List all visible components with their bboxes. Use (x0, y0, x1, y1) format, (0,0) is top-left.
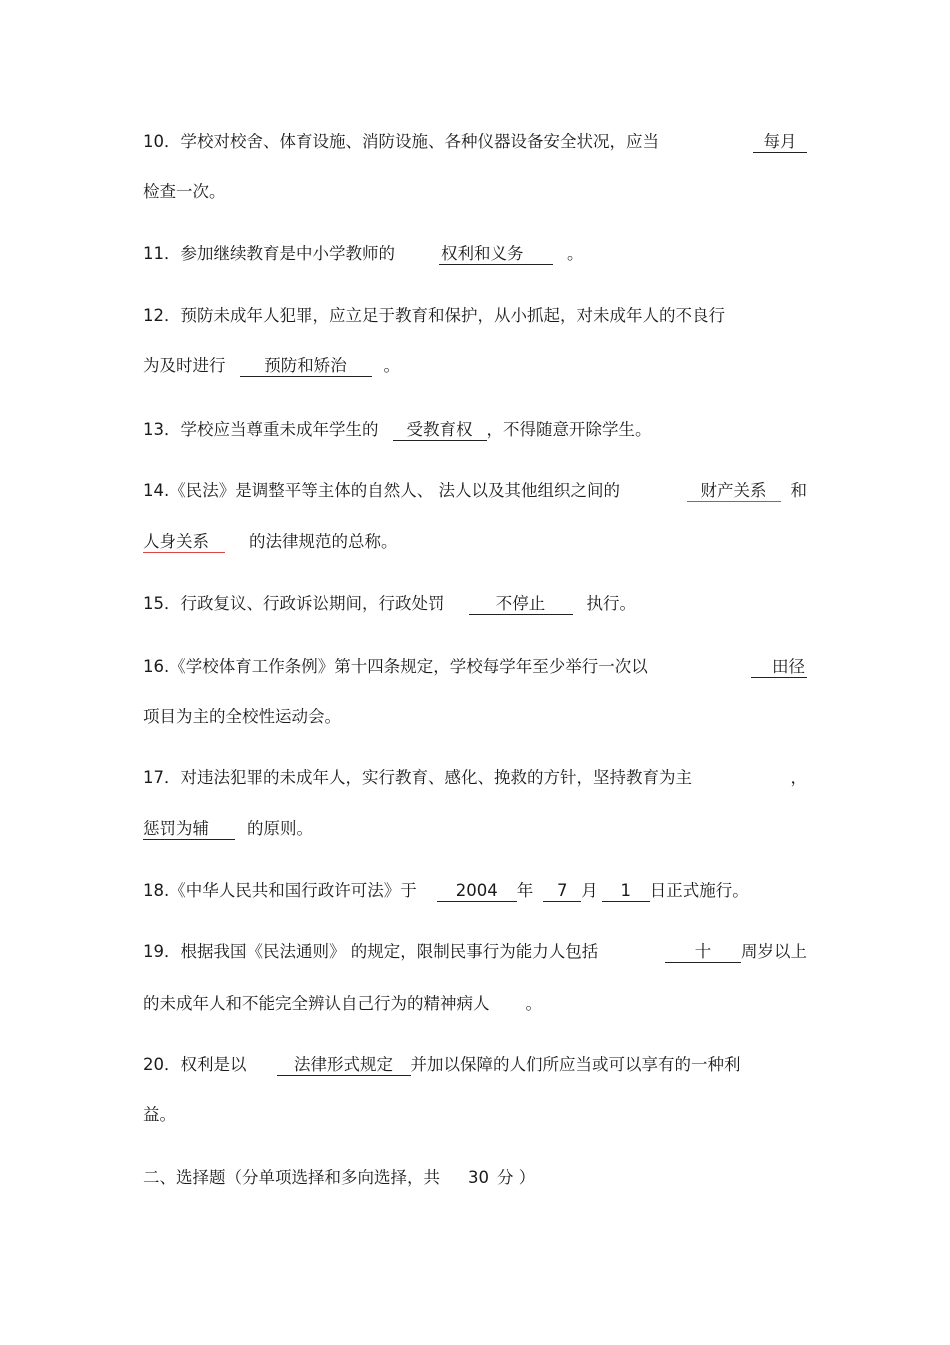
question-16-cont (143, 705, 807, 729)
question-text: 17．对违法犯罪的未成年人，实行教育、感化、挽救的方针，坚持教育为主 (143, 768, 692, 787)
question-text: 周岁以上 (741, 942, 807, 961)
answer-blank: 法律形式规定 (277, 1055, 411, 1076)
question-text: 检查一次。 (143, 182, 226, 201)
question-text: 20．权利是以 (143, 1055, 247, 1074)
question-11 (143, 242, 807, 266)
answer-blank: 十 (665, 942, 741, 963)
question-14-cont (143, 530, 807, 554)
question-text: 为及时进行 (143, 356, 226, 375)
question-17-cont (143, 817, 807, 841)
question-text: 的未成年人和不能完全辨认自己行为的精神病人 (143, 994, 490, 1013)
question-10 (143, 130, 807, 154)
answer-blank: 权利和义务 (439, 244, 553, 265)
question-text: 项目为主的全校性运动会。 (143, 707, 341, 726)
question-13 (143, 418, 807, 442)
punctuation: 。 (567, 244, 584, 263)
question-text: 10．学校对校舍、体育设施、消防设施、各种仪器设备安全状况，应当 (143, 132, 659, 151)
question-text: 的原则。 (247, 819, 313, 838)
answer-blank: 预防和矫治 (240, 356, 372, 377)
question-text: 的法律规范的总称。 (249, 532, 398, 551)
day-blank: 1 (602, 881, 650, 902)
section-score: 30 (468, 1168, 489, 1187)
answer-blank: 受教育权 (393, 420, 487, 441)
question-14 (143, 479, 807, 503)
question-15 (143, 592, 807, 616)
punctuation: 。 (383, 356, 400, 375)
section-heading (143, 1166, 807, 1190)
question-10-cont (143, 180, 807, 204)
year-blank: 2004 (437, 881, 517, 902)
year-label: 年 (516, 881, 534, 900)
question-text: 19．根据我国《民法通则》 的规定，限制民事行为能力人包括 (143, 942, 599, 961)
question-text: 并加以保障的人们所应当或可以享有的一种利 (410, 1055, 741, 1074)
question-20 (143, 1053, 807, 1077)
question-text: 11．参加继续教育是中小学教师的 (143, 244, 395, 263)
month-blank: 7 (543, 881, 581, 902)
question-12-cont (143, 354, 807, 378)
question-20-cont (143, 1103, 807, 1127)
punctuation: 。 (525, 994, 542, 1013)
question-16 (143, 655, 807, 679)
section-title-end: 分 ） (497, 1168, 536, 1187)
question-text: 和 (790, 481, 807, 500)
answer-blank: 人身关系 (143, 532, 225, 553)
section-title: 二、选择题（分单项选择和多向选择，共 (143, 1168, 440, 1187)
question-text: 益。 (143, 1105, 176, 1124)
punctuation: ， (790, 768, 807, 787)
answer-blank: 每月 (753, 132, 807, 153)
question-19 (143, 940, 807, 964)
question-text: 日正式施行。 (649, 881, 749, 900)
question-17 (143, 766, 807, 790)
question-text: 13．学校应当尊重未成年学生的 (143, 420, 379, 439)
question-text: 14.《民法》是调整平等主体的自然人、 法人以及其他组织之间的 (143, 481, 620, 500)
question-19-cont (143, 992, 807, 1016)
answer-blank: 惩罚为辅 (143, 819, 235, 840)
question-18 (143, 879, 807, 903)
question-text: 执行。 (586, 594, 636, 613)
question-text: 16.《学校体育工作条例》第十四条规定，学校每学年至少举行一次以 (143, 657, 648, 676)
question-12 (143, 304, 807, 328)
question-text: 15．行政复议、行政诉讼期间，行政处罚 (143, 594, 445, 613)
question-text: 12．预防未成年人犯罪，应立足于教育和保护，从小抓起，对未成年人的不良行 (143, 306, 725, 325)
month-label: 月 (581, 881, 598, 900)
question-text: ，不得随意开除学生。 (486, 420, 652, 439)
answer-blank: 不停止 (469, 594, 573, 615)
question-text: 18.《中华人民共和国行政许可法》于 (143, 881, 417, 900)
answer-blank: 田径 (751, 657, 807, 678)
answer-blank: 财产关系 (687, 481, 781, 502)
